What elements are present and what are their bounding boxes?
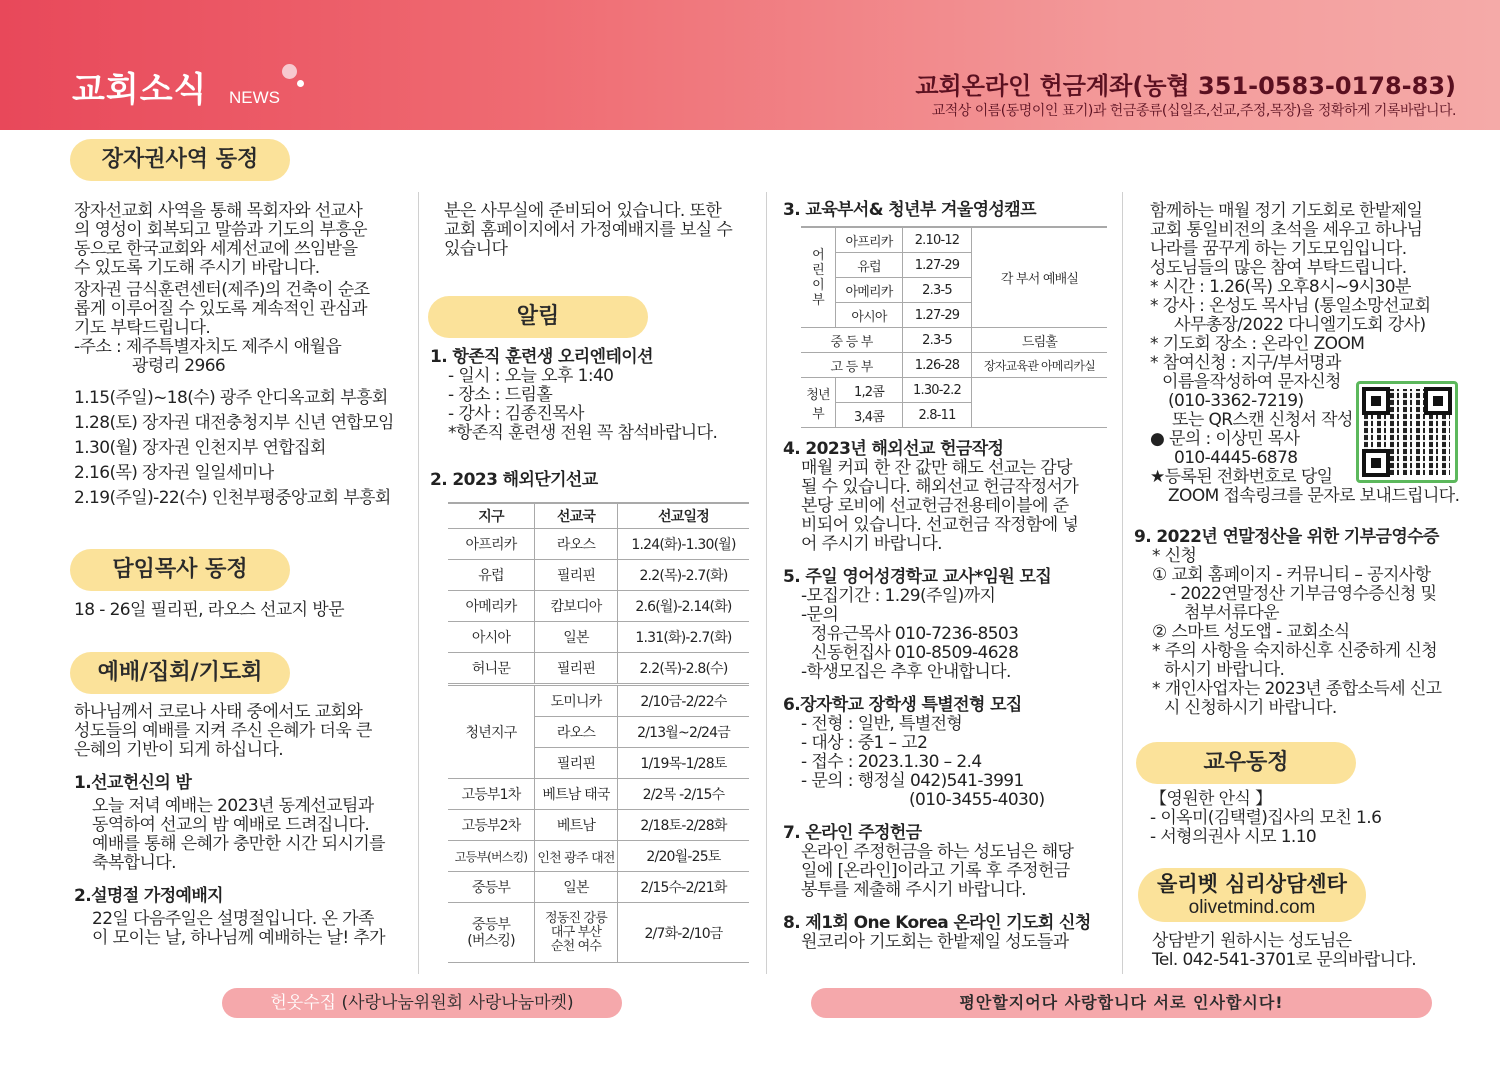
table-row [448, 622, 749, 653]
table-row [448, 810, 749, 841]
text-line: 온라인 주정헌금을 하는 성도님은 해당 [801, 842, 1074, 862]
text-line: 나라를 꿈꾸게 하는 기도모임입니다. [1150, 239, 1407, 259]
table-cell: 2/2목 -2/15수 [618, 779, 750, 810]
text-line: 교회 통일비전의 초석을 세우고 하나님 [1150, 220, 1423, 240]
table-cell: 2/13월~2/24금 [618, 717, 750, 748]
table-cell: 아프리카 [448, 529, 535, 560]
text-line: 첨부서류다운 [1184, 603, 1279, 623]
schedule-item: 1.30(월) 장자권 인천지부 연합집회 [74, 438, 326, 458]
table-cell: 고등부1차 [448, 779, 535, 810]
footer-clothes-detail: (사랑나눔위원회 사랑나눔마켓) [336, 993, 574, 1013]
text-line: 【영원한 안식 】 [1150, 789, 1272, 809]
olivet-url[interactable]: olivetmind.com [1188, 897, 1316, 918]
address-line: -주소 : 제주특별자치도 제주시 애월읍 [74, 337, 342, 357]
table-cell: 청년부 [801, 378, 836, 428]
table-cell: 인천 광주 대전 [535, 841, 618, 872]
text-line: 봉투를 제출해 주시기 바랍니다. [801, 880, 1026, 900]
item-heading: 6.장자학교 장학생 특별전형 모집 [783, 695, 1022, 715]
table-cell: 중등부 [448, 872, 535, 903]
column-4-middle [1134, 528, 1464, 718]
camp-table [801, 226, 1107, 428]
olivet-title: 올리벳 심리상담센타 [1157, 872, 1347, 896]
table-cell: 유럽 [836, 253, 903, 278]
column-1-top [74, 202, 409, 511]
table-row [448, 841, 749, 872]
text-line: * 참여신청 : 지구/부서명과 [1150, 353, 1341, 373]
table-cell: 정동진 강릉 대구 부산 순천 여수 [535, 903, 618, 963]
text-line: 이름을작성하여 문자신청 [1162, 372, 1341, 392]
table-cell: 2.2(목)-2.8(수) [618, 653, 750, 685]
decor-dot-icon [282, 64, 297, 79]
text-line: 동으로 한국교회와 세계선교에 쓰임받을 [74, 239, 358, 259]
table-row [448, 560, 749, 591]
text-line: 일에 [온라인]이라고 기록 후 주정헌금 [801, 861, 1070, 881]
table-cell: 1.24(화)-1.30(월) [618, 529, 750, 560]
table-cell: 라오스 [535, 529, 618, 560]
text-line: 성도들의 예배를 지켜 주신 은혜가 더욱 큰 [74, 721, 372, 741]
text-line: - 일시 : 오늘 오후 1:40 [448, 366, 614, 386]
text-line: (010-3455-4030) [909, 790, 1045, 810]
text-line: ★등록된 전화번호로 당일 [1150, 467, 1333, 487]
table-cell: 각 부서 예배실 [972, 227, 1108, 328]
table-cell: 청년지구 [448, 685, 535, 779]
text-line: 매월 커피 한 잔 값만 해도 선교는 감당 [801, 458, 1072, 478]
text-line: 동역하여 선교의 밤 예배로 드려집니다. [92, 815, 370, 835]
contact-line: 정유근목사 010-7236-8503 [811, 624, 1019, 644]
item-heading: 5. 주일 영어성경학교 교사*임원 모집 [783, 567, 1052, 587]
table-cell: 1.26-28 [903, 353, 972, 378]
pastor-text: 18 - 26일 필리핀, 라오스 선교지 방문 [74, 600, 344, 620]
table-cell: 드림홀 [972, 328, 1108, 353]
table-row [801, 227, 1107, 253]
text-line: - 이옥미(김택렬)집사의 모친 1.6 [1150, 808, 1382, 828]
camp-heading [783, 201, 1123, 220]
text-line: 축복합니다. [92, 853, 176, 873]
table-cell [972, 378, 1108, 428]
text-line: ZOOM 접속링크를 문자로 보내드립니다. [1168, 486, 1460, 506]
text-line: * 기도회 장소 : 온라인 ZOOM [1150, 334, 1365, 354]
item-heading: 8. 제1회 One Korea 온라인 기도회 신청 [783, 913, 1091, 933]
text-line: 하나님께서 코로나 사태 중에서도 교회와 [74, 702, 363, 722]
text-line: 사무총장/2022 다니엘기도회 강사) [1174, 315, 1426, 335]
table-cell: 2/18토-2/28화 [618, 810, 750, 841]
text-line: 될 수 있습니다. 해외선교 헌금작정서가 [801, 477, 1079, 497]
table-header-cell: 지구 [448, 503, 535, 529]
table-cell: 1/19목-1/28토 [618, 748, 750, 779]
header-banner [0, 0, 1500, 130]
item-heading: 4. 2023년 해외선교 헌금작정 [783, 439, 1004, 459]
section-pill-members: 교우동정 [1136, 742, 1356, 784]
table-cell: 고 등 부 [801, 353, 903, 378]
text-line: 비되어 있습니다. 선교헌금 작정함에 넣 [801, 515, 1079, 535]
table-row [448, 591, 749, 622]
table-row [801, 328, 1107, 353]
table-cell: 아메리카 [448, 591, 535, 622]
text-line: (010-3362-7219) [1168, 391, 1304, 411]
table-cell: 라오스 [535, 717, 618, 748]
column-divider [1122, 192, 1123, 974]
item-heading: 3. 교육부서& 청년부 겨울영성캠프 [783, 200, 1036, 220]
table-cell: 베트남 [535, 810, 618, 841]
item-heading: 1.선교헌신의 밤 [74, 773, 192, 793]
text-line: 하시기 바랍니다. [1164, 660, 1285, 680]
qr-finder [1424, 387, 1452, 415]
text-line: 010-4445-6878 [1174, 448, 1298, 468]
text-line: - 서형의권사 시모 1.10 [1150, 827, 1317, 847]
table-cell: 고등부2차 [448, 810, 535, 841]
table-row [801, 378, 1107, 403]
text-line: 어 주시기 바랍니다. [801, 534, 942, 554]
table-cell: 허니문 [448, 653, 535, 685]
table-cell: 장자교육관 아메리카실 [972, 353, 1108, 378]
contact-line: 신동헌집사 010-8509-4628 [811, 643, 1019, 663]
text-line: 본당 로비에 선교헌금전용테이블에 준 [801, 496, 1069, 516]
text-line: ● 문의 : 이상민 목사 [1150, 429, 1300, 449]
text-line: 롭게 이루어질 수 있도록 계속적인 관심과 [74, 299, 367, 319]
table-cell: 유럽 [448, 560, 535, 591]
item-heading: 7. 온라인 주정헌금 [783, 823, 922, 843]
footer-clothes-banner [222, 988, 622, 1018]
table-cell: 필리핀 [535, 560, 618, 591]
table-cell: 아메리카 [836, 278, 903, 303]
text-line: -모집기간 : 1.29(주일)까지 [801, 586, 996, 606]
qr-finder [1362, 449, 1390, 477]
text-line: Tel. 042-541-3701로 문의바랍니다. [1152, 950, 1417, 970]
text-line: * 신청 [1152, 546, 1197, 566]
text-line: *항존직 훈련생 전원 꼭 참석바랍니다. [448, 423, 718, 443]
text-line: - 대상 : 중1 – 고2 [801, 733, 928, 753]
text-line: 장자선교회 사역을 통해 목회자와 선교사 [74, 201, 363, 221]
table-header-row [448, 503, 749, 529]
table-cell: 아프리카 [836, 227, 903, 253]
table-cell: 1,2콤 [836, 378, 903, 403]
text-line: ① 교회 홈페이지 - 커뮤니티 – 공지사항 [1152, 565, 1431, 585]
text-line: 22일 다음주일은 설명절입니다. 온 가족 [92, 909, 374, 929]
table-cell: 1.27-29 [903, 253, 972, 278]
table-header-cell: 선교일정 [618, 503, 750, 529]
item-heading: 2.설명절 가정예배지 [74, 886, 223, 906]
table-cell: 고등부(버스킹) [448, 841, 535, 872]
table-cell: 2.6(월)-2.14(화) [618, 591, 750, 622]
table-cell: 일본 [535, 872, 618, 903]
schedule-item: 2.16(목) 장자권 일일세미나 [74, 463, 274, 483]
table-cell: 베트남 태국 [535, 779, 618, 810]
section-pill-jangja: 장자권사역 동정 [70, 139, 290, 181]
section-pill-pastor: 담임목사 동정 [70, 549, 290, 591]
text-line: * 시간 : 1.26(목) 오후8시~9시30분 [1150, 277, 1411, 297]
table-cell: 2.2(목)-2.7(화) [618, 560, 750, 591]
column-divider [418, 192, 419, 974]
olivet-banner [1138, 868, 1366, 922]
qr-code-icon[interactable] [1356, 381, 1458, 483]
table-row [448, 872, 749, 903]
table-cell: 1.31(화)-2.7(화) [618, 622, 750, 653]
text-line: 기도 부탁드립니다. [74, 318, 211, 338]
table-cell: 중 등 부 [801, 328, 903, 353]
table-row [448, 653, 749, 685]
table-row [801, 353, 1107, 378]
text-line: 의 영성이 회복되고 말씀과 기도의 부흥운 [74, 220, 367, 240]
text-line: - 접수 : 2023.1.30 – 2.4 [801, 752, 982, 772]
text-line: 교회 홈페이지에서 가정예배지를 보실 수 [444, 220, 733, 240]
text-line: - 장소 : 드림홀 [448, 385, 553, 405]
brand-subtitle: NEWS [229, 88, 280, 107]
account-title: 교회온라인 헌금계좌(농협 351-0583-0178-83) [915, 72, 1456, 100]
table-cell: 2/20월-25토 [618, 841, 750, 872]
column-divider [766, 192, 767, 974]
text-line: - 문의 : 행정실 042)541-3991 [801, 771, 1024, 791]
column-4-counsel [1152, 932, 1462, 970]
column-2-notice [430, 348, 760, 490]
table-cell [801, 227, 836, 328]
table-cell: 필리핀 [535, 748, 618, 779]
text-line: 상담받기 원하시는 성도님은 [1152, 931, 1352, 951]
section-pill-worship: 예배/집회/기도회 [70, 652, 290, 694]
item-heading: 2. 2023 해외단기선교 [430, 470, 598, 490]
table-row [448, 779, 749, 810]
table-header-cell: 선교국 [535, 503, 618, 529]
table-cell: 1.27-29 [903, 303, 972, 328]
text-line: 예배를 통해 은혜가 충만한 시간 되시기를 [92, 834, 385, 854]
text-line: - 2022연말정산 기부금영수증신청 및 [1170, 584, 1437, 604]
table-cell: 도미니카 [535, 685, 618, 717]
brand-title: 교회소식 [72, 70, 208, 110]
table-cell: 일본 [535, 622, 618, 653]
text-line: ② 스마트 성도앱 - 교회소식 [1152, 622, 1350, 642]
table-cell: 2/10금-2/22수 [618, 685, 750, 717]
account-subtitle: 교적상 이름(동명이인 표기)과 헌금종류(십일조,선교,주정,목장)을 정확하게 기록바랍니다. [931, 103, 1456, 119]
address-line: 광령리 2966 [132, 356, 226, 376]
text-line: - 전형 : 일반, 특별전형 [801, 714, 963, 734]
column-3-body [783, 440, 1113, 952]
text-line: 수 있도록 기도해 주시기 바랍니다. [74, 258, 320, 278]
text-line: 장자권 금식훈련센터(제주)의 건축이 순조 [74, 280, 370, 300]
table-cell: 2.3-5 [903, 328, 972, 353]
footer-clothes-label: 헌옷수집 [270, 993, 337, 1013]
column-2-top [444, 202, 764, 259]
table-row [448, 903, 749, 963]
table-cell: 캄보디아 [535, 591, 618, 622]
text-line: * 강사 : 온성도 목사님 (통일소망선교회 [1150, 296, 1431, 316]
table-row [448, 529, 749, 560]
text-line: - 강사 : 김종진목사 [448, 404, 584, 424]
table-row [448, 685, 749, 717]
text-line: 성도님들의 많은 참여 부탁드립니다. [1150, 258, 1407, 278]
text-line: 분은 사무실에 준비되어 있습니다. 또한 [444, 201, 722, 221]
table-cell: 중등부 (버스킹) [448, 903, 535, 963]
text-line: 시 신청하시기 바랍니다. [1164, 698, 1337, 718]
column-4-news [1150, 790, 1450, 847]
text-line: -문의 [801, 605, 839, 625]
item-heading: 1. 항존직 훈련생 오리엔테이션 [430, 347, 653, 367]
table-cell: 2.8-11 [903, 403, 972, 428]
text-line: 있습니다 [444, 239, 508, 259]
text-line: 오늘 저녁 예배는 2023년 동계선교팀과 [92, 796, 374, 816]
text-line: * 주의 사항을 숙지하신후 신중하게 신청 [1152, 641, 1438, 661]
table-cell: 2/7화-2/10금 [618, 903, 750, 963]
qr-finder [1362, 387, 1390, 415]
text-line: -학생모집은 추후 안내합니다. [801, 662, 1011, 682]
footer-greeting-banner: 평안할지어다 사랑합니다 서로 인사합시다! [811, 988, 1432, 1018]
section-pill-notice: 알림 [428, 296, 648, 338]
text-line: 은혜의 기반이 되게 하십니다. [74, 740, 284, 760]
table-cell: 2/15수-2/21화 [618, 872, 750, 903]
table-cell: 1.30-2.2 [903, 378, 972, 403]
mission-table [448, 502, 749, 963]
table-cell: 아시아 [448, 622, 535, 653]
table-cell: 2.10-12 [903, 227, 972, 253]
column-1-bottom [74, 703, 409, 948]
text-line: 원코리아 기도회는 한밭제일 성도들과 [801, 932, 1069, 952]
decor-dot-small-icon [297, 80, 304, 87]
text-line: 이 모이는 날, 하나님께 예배하는 날! 추가 [92, 928, 385, 948]
schedule-item: 2.19(주일)-22(수) 인천부평중앙교회 부흥회 [74, 488, 391, 508]
table-cell: 필리핀 [535, 653, 618, 685]
text-line: 또는 QR스캔 신청서 작성 [1172, 410, 1353, 430]
table-cell: 아시아 [836, 303, 903, 328]
schedule-item: 1.15(주일)~18(수) 광주 안디옥교회 부흥회 [74, 388, 388, 408]
text-line: * 개인사업자는 2023년 종합소득세 신고 [1152, 679, 1442, 699]
schedule-item: 1.28(토) 장자권 대전충청지부 신년 연합모임 [74, 413, 394, 433]
table-cell: 3,4콤 [836, 403, 903, 428]
item-heading: 9. 2022년 연말정산을 위한 기부금영수증 [1134, 527, 1439, 547]
kids-label: 어린이부 [812, 247, 824, 308]
table-cell: 2.3-5 [903, 278, 972, 303]
text-line: 함께하는 매월 정기 기도회로 한밭제일 [1150, 201, 1423, 221]
